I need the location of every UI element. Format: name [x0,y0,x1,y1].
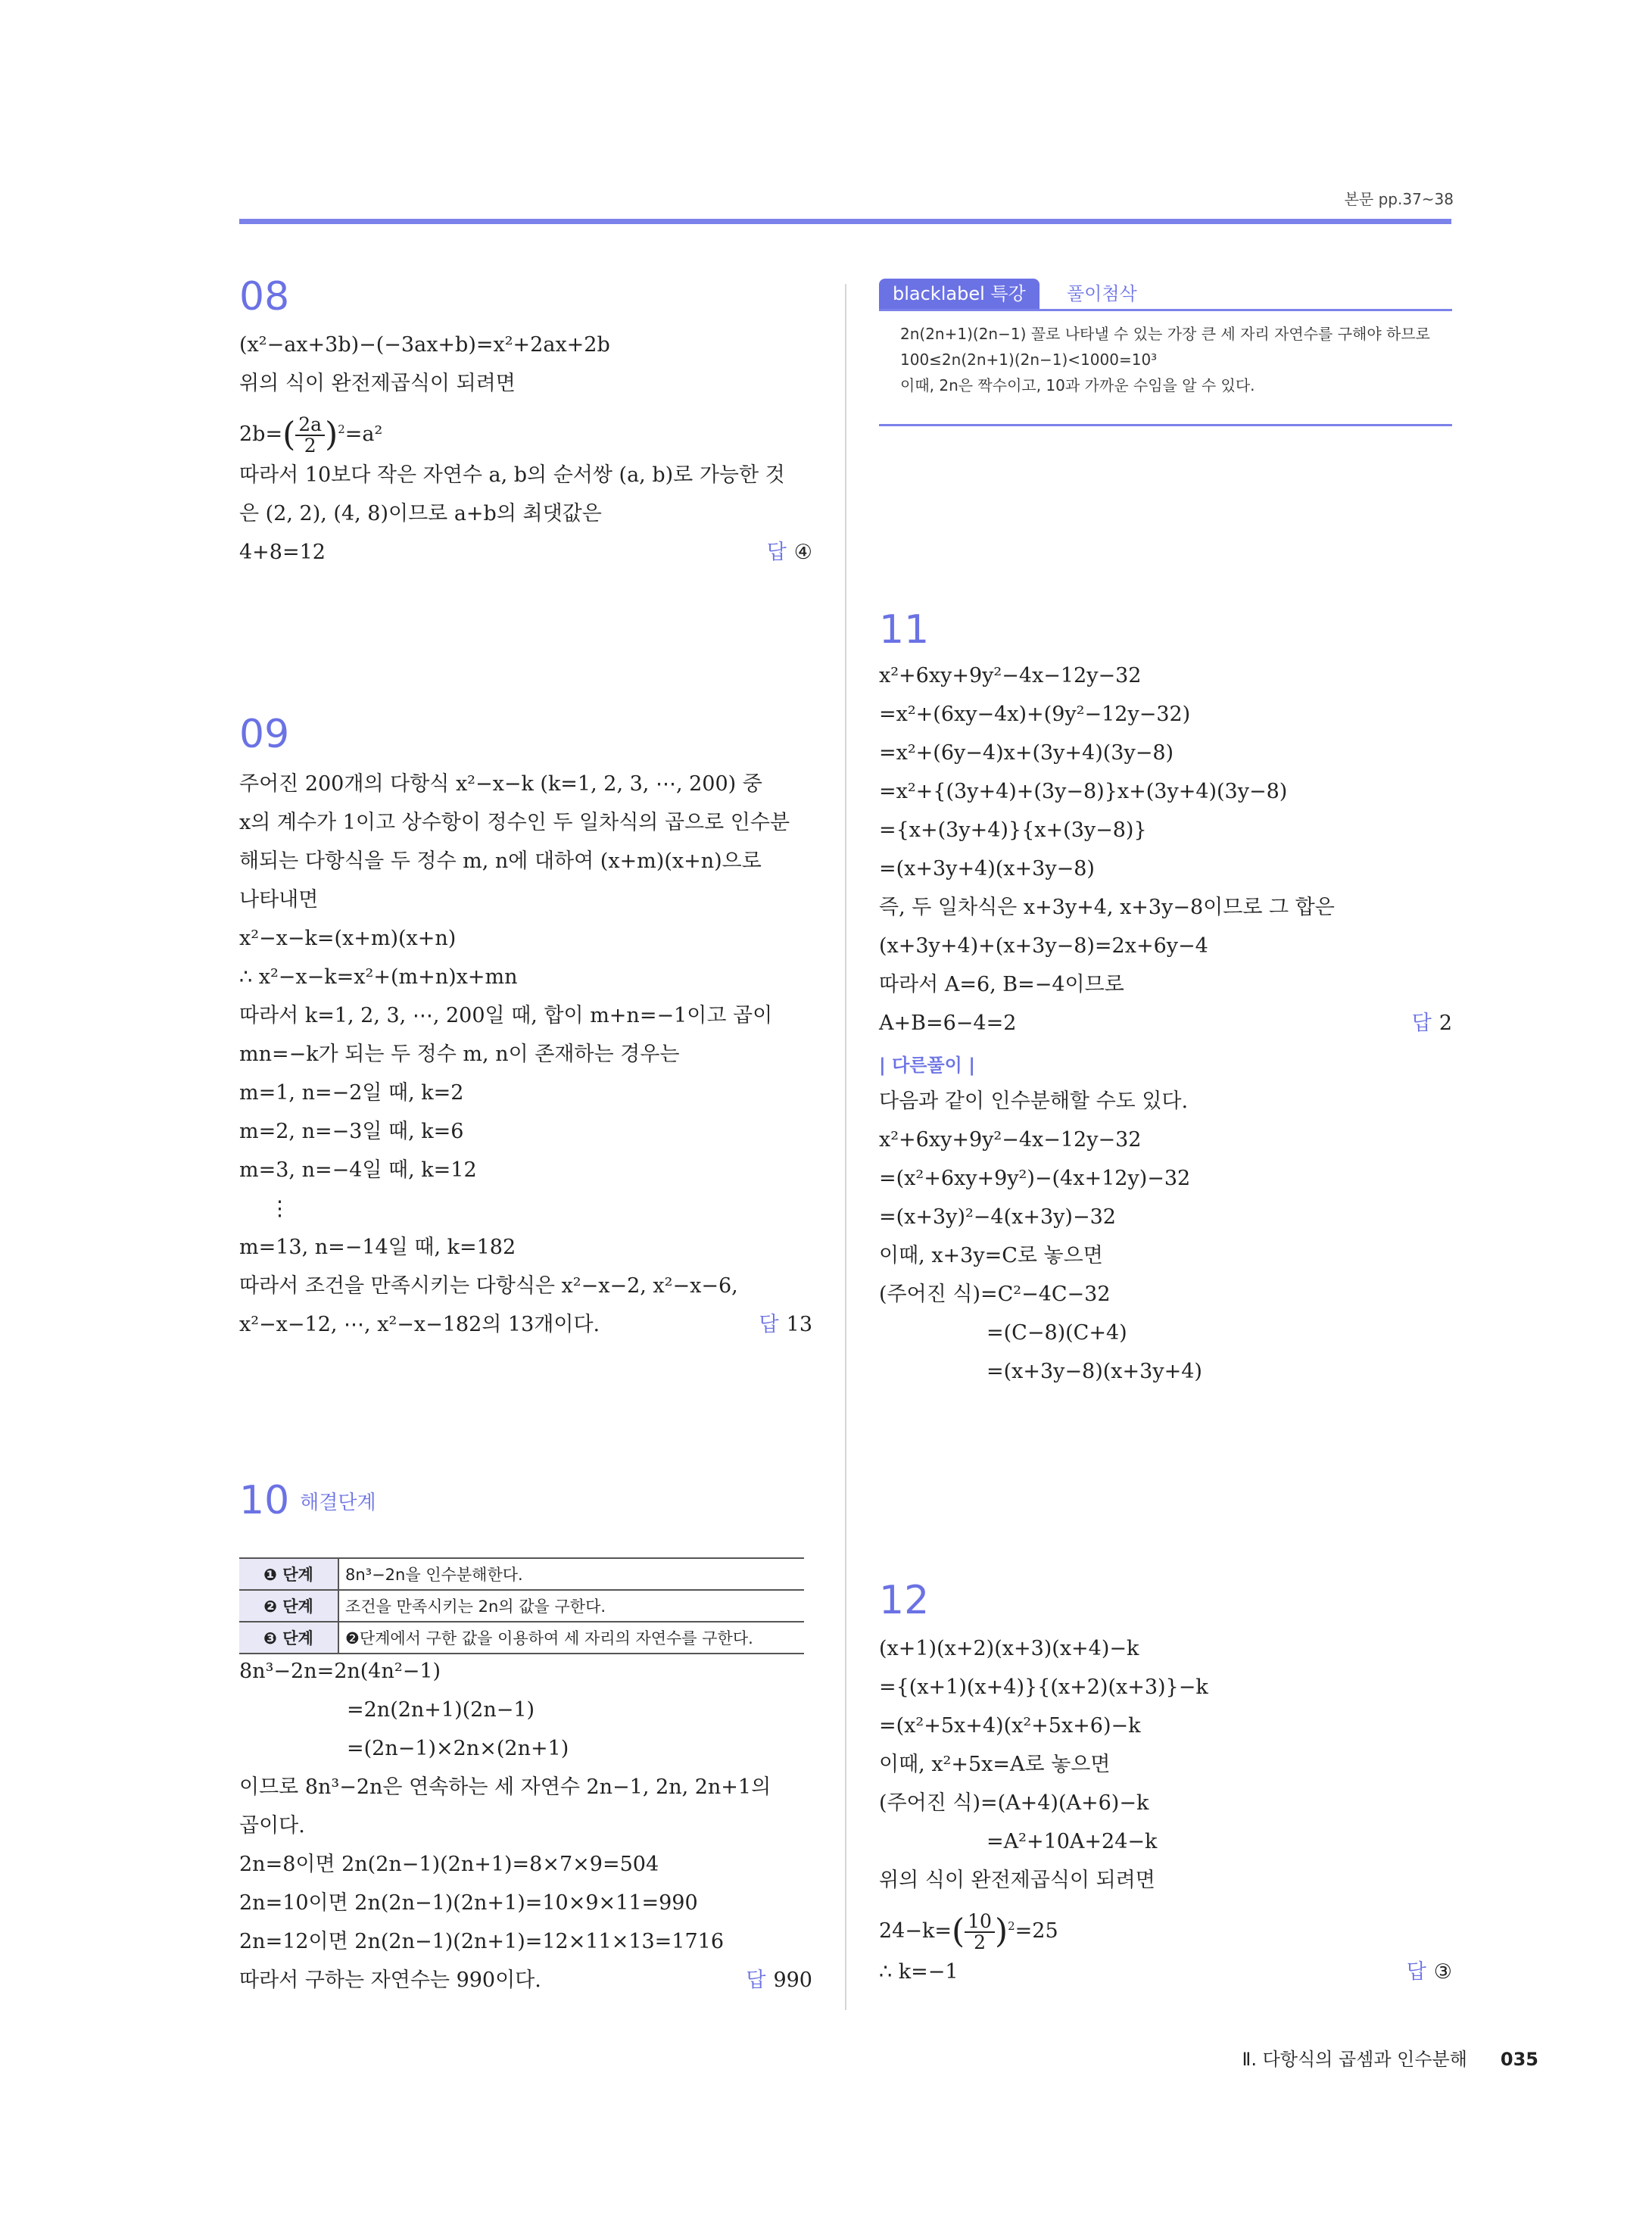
solution-line: 이때, x²+5x=A로 놓으면 [879,1753,1111,1776]
box-top-rule [879,309,1452,311]
fraction-numerator: 2a [295,415,325,436]
page-footer [1242,2044,1538,2071]
solution-line: (x²−ax+3b)−(−3ax+b)=x²+2ax+2b [239,333,610,357]
header-rule [239,219,1451,224]
solution-line-text: 따라서 구하는 자연수는 990이다. [239,1968,541,1992]
step-key: ❸ 단계 [239,1622,338,1654]
fraction-lhs: 2b= [239,422,283,446]
fraction-rhs: =a² [344,422,383,446]
solution-line [239,1961,812,2000]
answer-value: 990 [773,1968,812,1992]
answer-label: 답 [1406,1960,1426,1984]
answer-08 [767,533,812,572]
solution-line: 위의 식이 완전제곱식이 되려면 [879,1869,1155,1892]
solution-line: 곱이다. [239,1814,305,1838]
solution-line: =(x+3y−8)(x+3y+4) [987,1360,1202,1383]
other-solution-header [879,1049,1452,1082]
solution-line: 다음과 같이 인수분해할 수도 있다. [879,1089,1189,1113]
solution-line: 따라서 k=1, 2, 3, ⋯, 200일 때, 합이 m+n=−1이고 곱이 [239,1004,773,1027]
solution-line: ∴ x²−x−k=x²+(m+n)x+mn [239,965,518,989]
solution-line: (주어진 식)=(A+4)(A+6)−k [879,1791,1149,1815]
answer-value: ③ [1433,1960,1452,1984]
solution-line: 2n=10이면 2n(2n−1)(2n+1)=10×9×11=990 [239,1891,698,1915]
solution-10 [239,1652,812,2000]
solution-line: 2n=12이면 2n(2n−1)(2n+1)=12×11×13=1716 [239,1930,725,1953]
other-solution-label: | 다른풀이 | [879,1055,975,1076]
column-divider [845,284,846,2010]
table-row [239,1590,804,1622]
solution-line: =2n(2n+1)(2n−1) [347,1698,535,1722]
solution-line: =(x²+6xy+9y²)−(4x+12y)−32 [879,1167,1191,1190]
solution-09 [239,765,812,1344]
step-text: 8n³−2n을 인수분해한다. [338,1558,804,1590]
solution-line: (주어진 식)=C²−4C−32 [879,1283,1111,1306]
page-number: 035 [1500,2049,1538,2070]
solution-line [239,533,812,572]
fraction [295,415,325,456]
box-bottom-rule [879,424,1452,426]
answer-12 [1407,1953,1452,1991]
solution-line: 이므로 8n³−2n은 연속하는 세 자연수 2n−1, 2n, 2n+1의 [239,1775,771,1799]
solution-line: =A²+10A+24−k [987,1830,1158,1853]
solution-line: =x²+(6xy−4x)+(9y²−12y−32) [879,703,1191,726]
solution-line: =(x+3y)²−4(x+3y)−32 [879,1205,1116,1229]
blacklabel-tab: blacklabel 특강 [879,279,1040,309]
solution-steps-table [239,1557,804,1654]
solution-11 [879,656,1452,1391]
solution-line: x²−x−k=(x+m)(x+n) [239,927,457,950]
problem-number-11: 11 [879,607,930,653]
fraction-lhs: 24−k= [879,1919,952,1943]
solution-line: ={(x+1)(x+4)}{(x+2)(x+3)}−k [879,1675,1208,1699]
solution-line: (x+1)(x+2)(x+3)(x+4)−k [879,1637,1139,1660]
solution-line: x의 계수가 1이고 상수항이 정수인 두 일차식의 곱으로 인수분 [239,811,790,834]
blacklabel-text [900,321,1445,398]
solution-line: m=1, n=−2일 때, k=2 [239,1081,464,1105]
solution-line: =x²+{(3y+4)+(3y−8)}x+(3y+4)(3y−8) [879,780,1288,803]
table-row [239,1622,804,1654]
solution-line: 따라서 A=6, B=−4이므로 [879,973,1124,996]
solution-line: =(2n−1)×2n×(2n+1) [347,1737,569,1760]
fraction-line: 2b=( $\frac{2a}{2}$ )$^2$=a² [239,413,383,457]
solution-line: x²+6xy+9y²−4x−12y−32 [879,664,1142,687]
solution-line [879,1953,1452,1991]
table-row [239,1558,804,1590]
answer-label: 답 [1411,1012,1432,1035]
solution-line-text: x²−x−12, ⋯, x²−x−182의 13개이다. [239,1313,600,1336]
chapter-title: Ⅱ. 다항식의 곱셈과 인수분해 [1242,2049,1467,2070]
tip-line: 이때, 2n은 짝수이고, 10과 가까운 수임을 알 수 있다. [900,376,1255,394]
solution-line [239,1305,812,1344]
problem-number-09: 09 [239,712,290,757]
solution-line: =x²+(6y−4)x+(3y+4)(3y−8) [879,741,1174,765]
fraction-line: 24−k=( $\frac{10}{2}$ )$^2$=25 [879,1909,1058,1953]
solution-line: m=3, n=−4일 때, k=12 [239,1158,477,1182]
solution-line: 나타내면 [239,888,319,912]
answer-10 [746,1961,812,2000]
solution-line-text: 4+8=12 [239,541,326,564]
solution-08 [239,326,812,572]
answer-label: 답 [746,1968,766,1992]
solution-line: 따라서 10보다 작은 자연수 a, b의 순서쌍 (a, b)로 가능한 것 [239,463,785,487]
solution-line-text: ∴ k=−1 [879,1960,958,1984]
solution-line: mn=−k가 되는 두 정수 m, n이 존재하는 경우는 [239,1043,680,1066]
solution-line: 주어진 200개의 다항식 x²−x−k (k=1, 2, 3, ⋯, 200) 중 [239,772,762,796]
answer-11 [1412,1004,1452,1043]
answer-09 [759,1305,812,1344]
solution-line: =(C−8)(C+4) [987,1321,1127,1345]
tip-line: 100≤2n(2n+1)(2n−1)<1000=10³ [900,351,1158,369]
solution-line: 즉, 두 일차식은 x+3y+4, x+3y−8이므로 그 합은 [879,896,1335,919]
solution-line: m=2, n=−3일 때, k=6 [239,1120,464,1143]
answer-label: 답 [759,1313,779,1336]
fraction-denominator: 2 [304,434,316,457]
problem-number-text: 10 [239,1478,290,1523]
fraction-rhs: =25 [1015,1919,1058,1943]
step-key: ❷ 단계 [239,1590,338,1622]
solution-line: x²+6xy+9y²−4x−12y−32 [879,1128,1142,1152]
answer-value: 13 [786,1313,812,1336]
tip-line: 2n(2n+1)(2n−1) 꼴로 나타낼 수 있는 가장 큰 세 자리 자연수를 구해야 하므로 [900,325,1430,343]
answer-value: ④ [793,541,812,564]
answer-value: 2 [1438,1012,1452,1035]
solution-line-text: A+B=6−4=2 [879,1012,1017,1035]
solution-line: 2n=8이면 2n(2n−1)(2n+1)=8×7×9=504 [239,1853,659,1876]
solution-line: =(x+3y+4)(x+3y−8) [879,857,1095,881]
solution-line: 은 (2, 2), (4, 8)이므로 a+b의 최댓값은 [239,502,602,525]
solution-line: m=13, n=−14일 때, k=182 [239,1236,516,1259]
solution-line: 따라서 조건을 만족시키는 다항식은 x²−x−2, x²−x−6, [239,1274,738,1298]
page-reference: 본문 pp.37~38 [1344,190,1454,208]
step-text: 조건을 만족시키는 2n의 값을 구한다. [338,1590,804,1622]
solution-line: 해되는 다항식을 두 정수 m, n에 대하여 (x+m)(x+n)으로 [239,849,762,873]
step-key: ❶ 단계 [239,1558,338,1590]
blacklabel-tip-box [879,279,1452,425]
solution-line: (x+3y+4)+(x+3y−8)=2x+6y−4 [879,934,1208,958]
problem-number-10 [239,1478,376,1523]
solution-steps-title: 해결단계 [300,1492,376,1514]
blacklabel-subtitle: 풀이첨삭 [1067,283,1137,304]
vertical-ellipsis: ⋮ [270,1197,290,1220]
solution-line: ={x+(3y+4)}{x+(3y−8)} [879,818,1147,842]
problem-number-12: 12 [879,1578,930,1623]
solution-line: =(x²+5x+4)(x²+5x+6)−k [879,1714,1141,1738]
solution-line: 8n³−2n=2n(4n²−1) [239,1660,441,1683]
problem-number-08: 08 [239,274,290,320]
step-text: ❷단계에서 구한 값을 이용하여 세 자리의 자연수를 구한다. [338,1622,804,1654]
solution-line: 위의 식이 완전제곱식이 되려면 [239,372,516,395]
solution-12 [879,1629,1452,1991]
fraction-denominator: 2 [974,1931,986,1953]
fraction [965,1909,995,1953]
solution-line [879,1004,1452,1043]
solution-line: 이때, x+3y=C로 놓으면 [879,1244,1103,1267]
answer-label: 답 [766,541,787,564]
fraction-numerator: 10 [965,1912,995,1933]
